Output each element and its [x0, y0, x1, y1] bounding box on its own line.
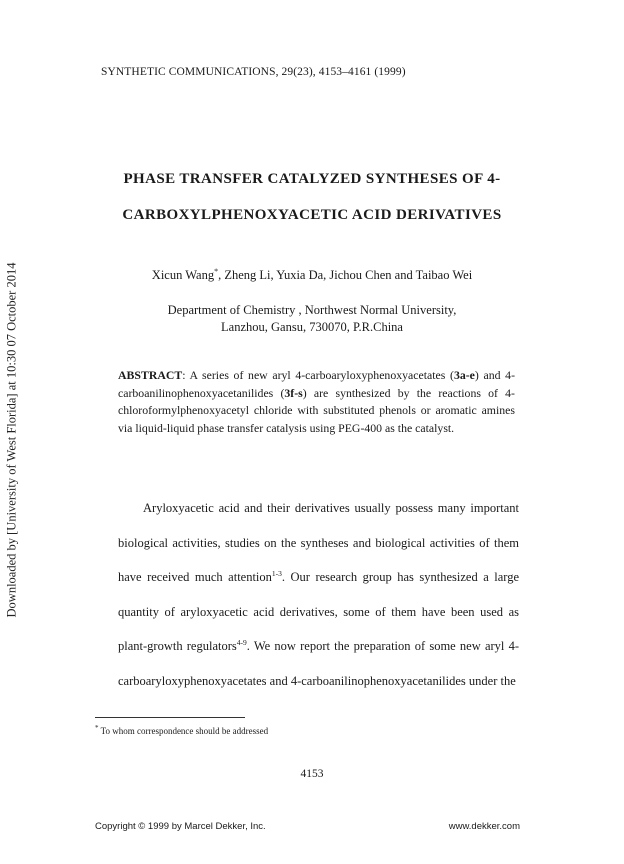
body-paragraph — [118, 491, 519, 698]
citation-2: 4-9 — [236, 637, 247, 647]
title-line-1: PHASE TRANSFER CATALYZED SYNTHESES OF 4- — [123, 171, 501, 187]
body-sentence-1: Aryloxyacetic acid and their derivatives usually possess many important biological activities, studies on the syntheses and biological activities of them have received much attention — [118, 501, 519, 584]
abstract — [118, 367, 515, 437]
abstract-text-3: ) are synthesized by the reactions of 4-chloroformylphenoxyacetyl chloride with substituted phenols or aromatic amines via liquid-liquid phase transfer catalysis using PEG-400 as the catalyst. — [118, 385, 515, 435]
abstract-text-1: : A series of new aryl 4-carboaryloxyphenoxyacetates ( — [182, 368, 454, 382]
download-watermark — [4, 250, 20, 630]
footnote-divider — [95, 717, 245, 718]
coauthors: , Zheng Li, Yuxia Da, Jichou Chen and Taibao Wei — [218, 268, 473, 283]
abstract-text-2: ) and 4-carboanilinophenoxyacetanilides ( — [118, 368, 515, 400]
footnote — [95, 724, 268, 736]
abstract-label: ABSTRACT — [118, 368, 183, 382]
journal-header: SYNTHETIC COMMUNICATIONS, 29(23), 4153–4161 (1999) — [101, 66, 406, 78]
title-line-2: CARBOXYLPHENOXYACETIC ACID DERIVATIVES — [122, 207, 502, 223]
author-list — [40, 267, 584, 283]
compound-range-2: 3f-s — [284, 385, 303, 400]
corresponding-author: Xicun Wang — [151, 268, 215, 283]
affiliation-line-2: Lanzhou, Gansu, 730070, P.R.China — [221, 320, 403, 334]
body-sentence-2: . Our research group has synthesized a large quantity of aryloxyacetic acid derivatives, some of them have been used as plant-growth regulators — [118, 570, 519, 653]
corresponding-mark: * — [214, 267, 219, 276]
publisher-website: www.dekker.com — [448, 821, 520, 832]
body-sentence-3: . We now report the preparation of some new aryl 4-carboaryloxyphenoxyacetates and 4-carboanilinophenoxyacetanilides under the — [118, 639, 519, 688]
footnote-mark: * — [95, 724, 99, 732]
watermark-text: Downloaded by [University of West Florida] at 10:30 07 October 2014 — [4, 262, 19, 618]
copyright-notice: Copyright © 1999 by Marcel Dekker, Inc. — [95, 821, 266, 832]
footnote-text: To whom correspondence should be addressed — [98, 726, 269, 736]
affiliation-line-1: Department of Chemistry , Northwest Normal University, — [167, 303, 457, 317]
compound-range-1: 3a-e — [453, 368, 475, 382]
citation-1: 1-3 — [271, 568, 282, 578]
page-number: 4153 — [300, 768, 324, 780]
